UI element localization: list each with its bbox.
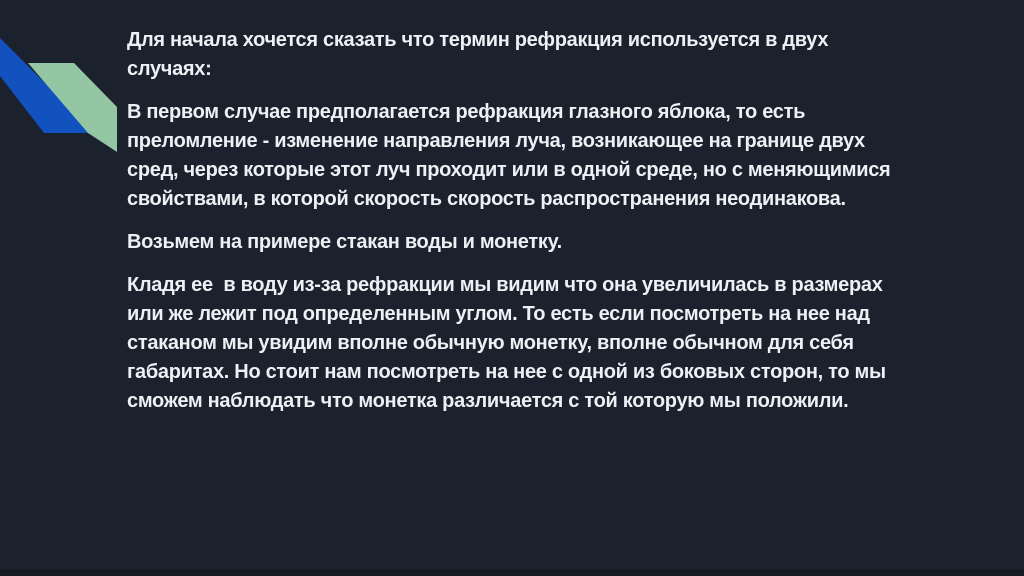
slide-paragraph-first-case: В первом случае предполагается рефракция глазного яблока, то есть преломление - изменение направления луча, возникающее на границе двух сред, через которые этот луч проходит или в одной среде, но с меняющимися свойствами, в которой скорость скорость распространения неодинакова. [127,101,896,210]
slide-paragraph-intro: Для начала хочется сказать что термин рефракция используется в двух случаях: [127,29,834,80]
slide-paragraph-example: Возьмем на примере стакан воды и монетку. [127,231,562,253]
corner-decoration [0,0,130,160]
slide-text-block [127,26,915,430]
slide-paragraph-coin: Кладя ее в воду из-за рефракции мы видим что она увеличилась в размерах или же лежит под определенным углом. То есть если посмотреть на нее над стаканом мы увидим вполне обычную монетку, вполне обычном для себя габаритах. Но стоит нам посмотреть на нее с одной из боковых сторон, то мы сможем наблюдать что монетка различается с той которую мы положили. [127,274,892,412]
bottom-edge-shade [0,569,1024,576]
